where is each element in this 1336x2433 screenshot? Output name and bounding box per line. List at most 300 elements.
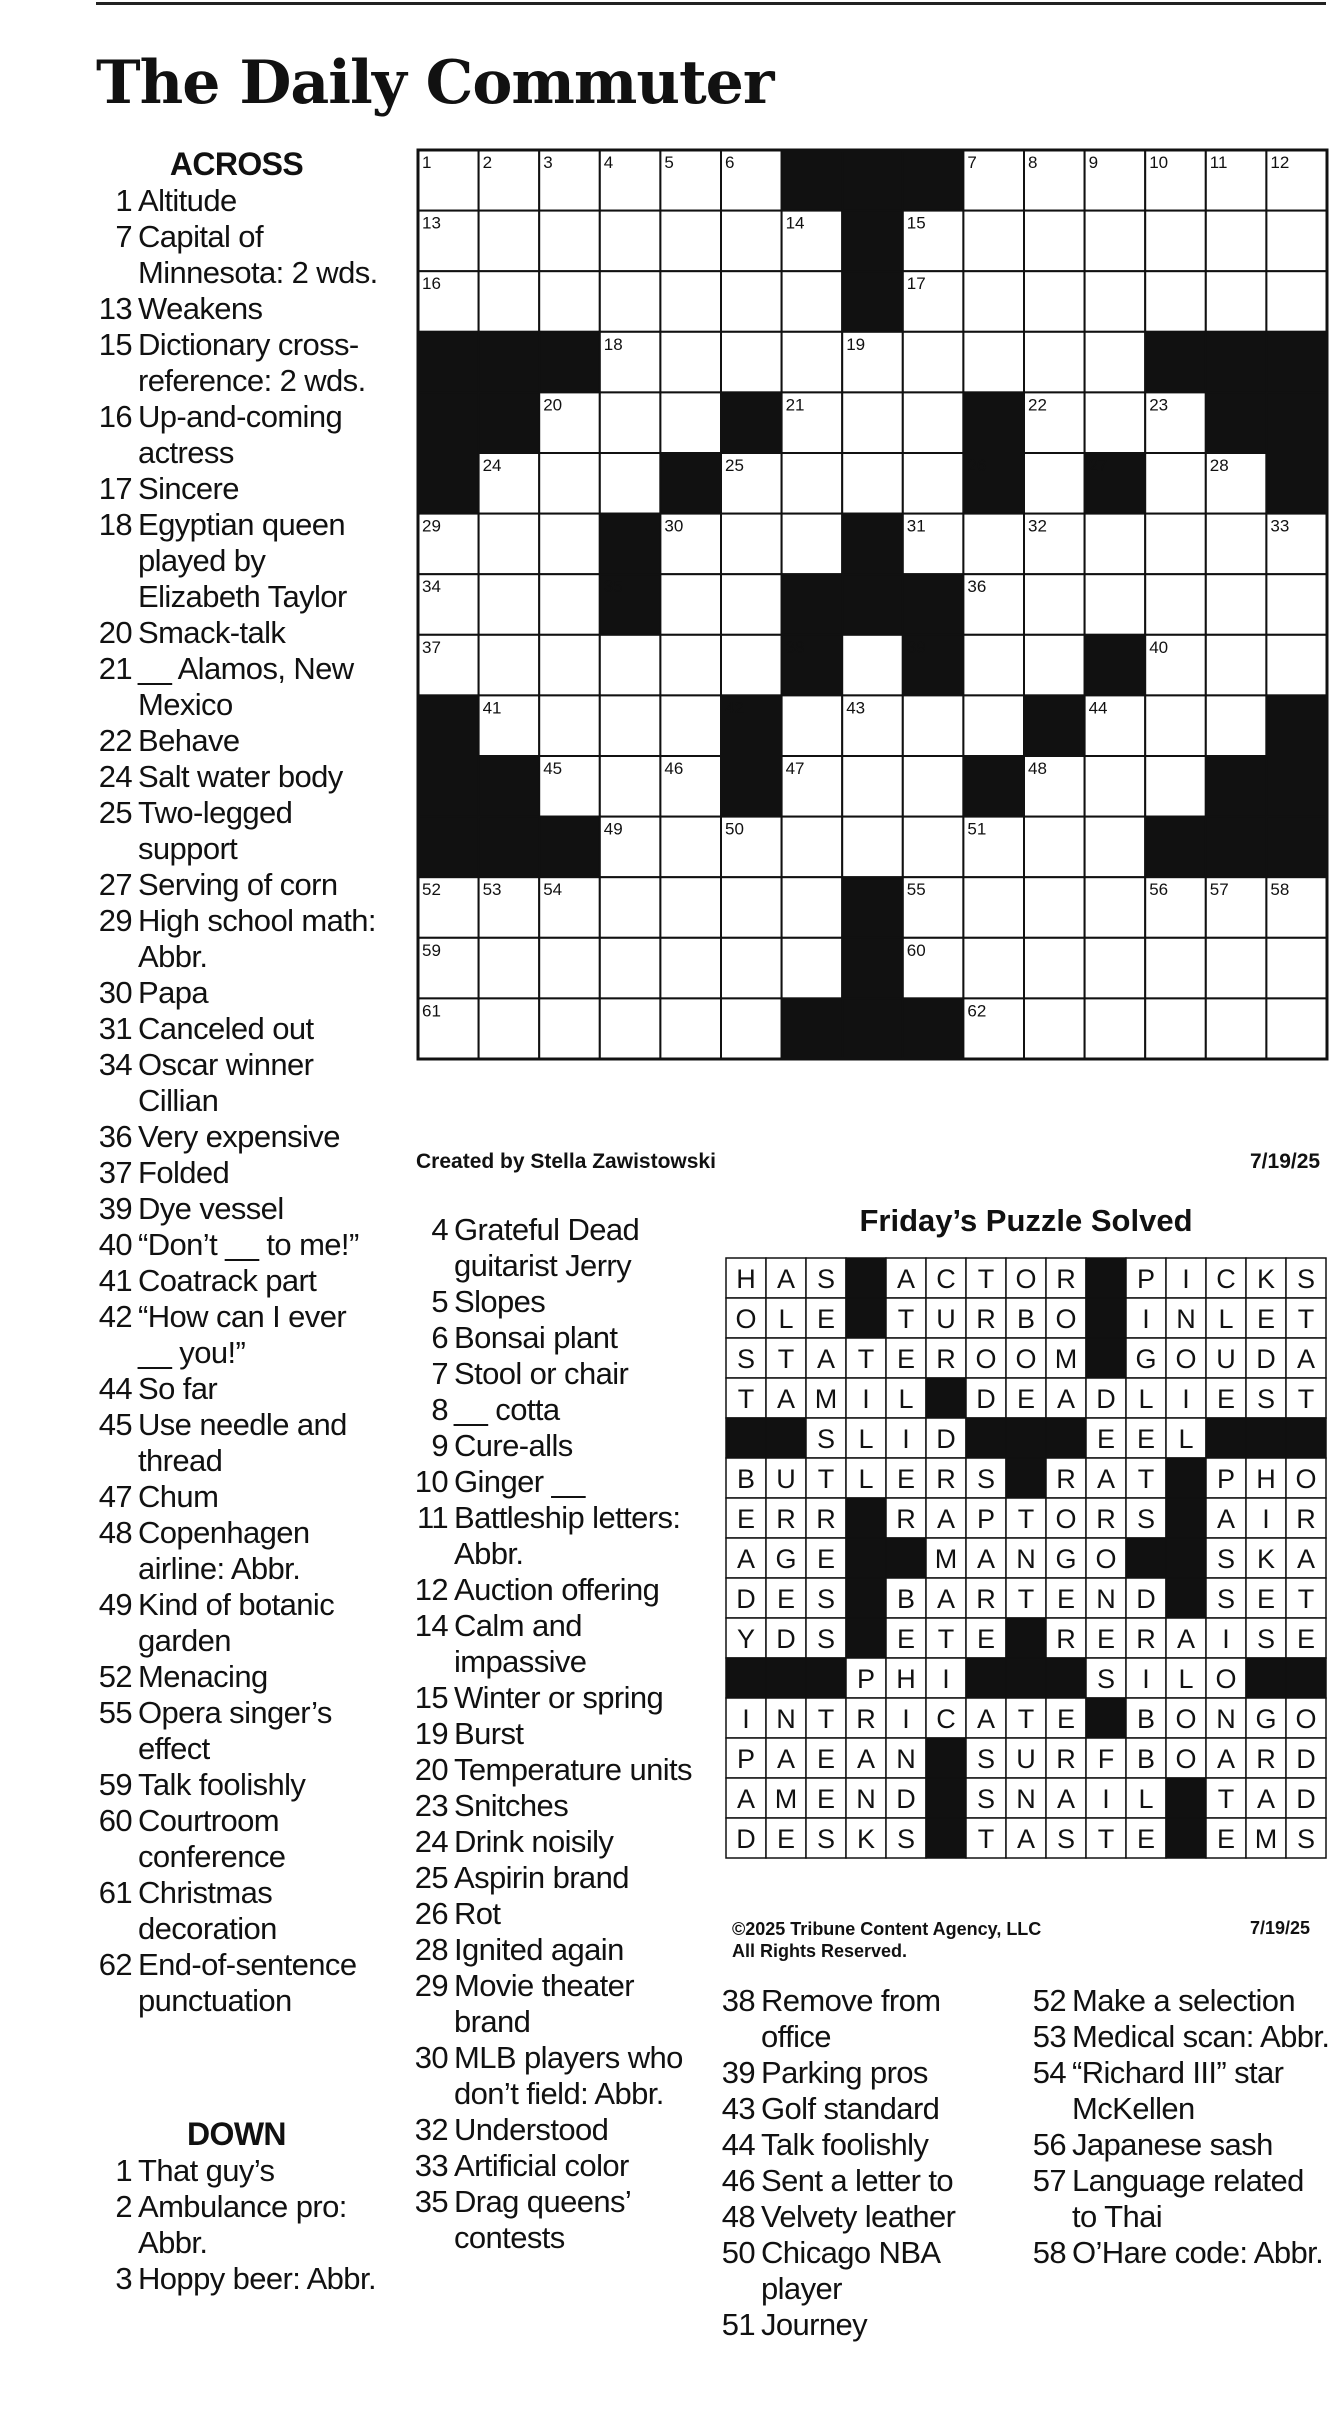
cell-number: 27 — [1088, 456, 1108, 475]
solution-block — [966, 1418, 1006, 1458]
clue-number: 7 — [115, 219, 132, 254]
across-clues — [94, 145, 379, 2019]
grid-cell[interactable] — [782, 453, 843, 514]
grid-block — [1206, 756, 1267, 817]
cell-number: 13 — [422, 213, 441, 233]
clue-text: Drag queens’ contests — [454, 2184, 631, 2255]
solution-letter: A — [856, 1744, 876, 1774]
grid-cell[interactable] — [1145, 695, 1206, 756]
solution-letter: R — [1296, 1504, 1316, 1534]
clue-text: Make a selection — [1072, 1983, 1296, 2018]
solution-letter: T — [737, 1384, 755, 1414]
grid-cell[interactable] — [660, 574, 721, 635]
grid-cell[interactable] — [903, 332, 964, 393]
grid-cell[interactable] — [600, 756, 661, 817]
grid-cell[interactable] — [842, 392, 903, 453]
grid-block — [903, 574, 964, 635]
solution-letter: N — [776, 1704, 796, 1734]
grid-cell[interactable] — [1085, 332, 1146, 393]
solution-block — [1046, 1658, 1086, 1698]
solution-letter: A — [776, 1744, 796, 1774]
clue-text: Rot — [454, 1896, 501, 1931]
clue-number: 57 — [1032, 2163, 1066, 2198]
solution-letter: S — [1096, 1664, 1116, 1694]
grid-cell[interactable] — [1145, 453, 1206, 514]
grid-cell[interactable] — [1024, 635, 1085, 696]
cell-number: 42 — [725, 698, 744, 718]
grid-cell[interactable] — [600, 998, 661, 1059]
crossword-grid-svg[interactable] — [416, 148, 1329, 1061]
solution-block — [806, 1658, 846, 1698]
grid-cell[interactable] — [1206, 211, 1267, 272]
clue-item — [94, 1047, 379, 1119]
grid-cell[interactable] — [1145, 756, 1206, 817]
clue-text: Aspirin brand — [454, 1860, 629, 1895]
cell-number: 61 — [422, 1001, 441, 1021]
solution-date: 7/19/25 — [1250, 1918, 1311, 1938]
solution-letter: S — [816, 1584, 836, 1614]
solution-letter: R — [1096, 1504, 1116, 1534]
clue-number: 9 — [431, 1428, 448, 1463]
solution-letter: I — [1142, 1304, 1150, 1334]
clue-number: 52 — [98, 1659, 132, 1694]
solution-letter: F — [1097, 1744, 1115, 1774]
clue-item — [409, 1320, 709, 1356]
grid-cell[interactable] — [539, 998, 600, 1059]
grid-block — [539, 332, 600, 393]
clue-number: 38 — [721, 1983, 755, 2018]
grid-cell[interactable] — [721, 574, 782, 635]
grid-cell[interactable] — [600, 938, 661, 999]
solution-letter: A — [896, 1264, 916, 1294]
solution-letter: E — [1056, 1704, 1076, 1734]
clue-item — [94, 1767, 379, 1803]
grid-cell[interactable] — [660, 695, 721, 756]
grid-cell[interactable] — [660, 938, 721, 999]
solution-letter: K — [1256, 1264, 1276, 1294]
grid-cell[interactable] — [721, 514, 782, 575]
clue-text: Velvety leather — [761, 2199, 956, 2234]
grid-cell[interactable] — [479, 574, 540, 635]
grid-cell[interactable] — [660, 392, 721, 453]
grid-block — [842, 998, 903, 1059]
clue-number: 60 — [98, 1803, 132, 1838]
clue-item — [94, 507, 379, 615]
solution-letter: A — [1096, 1464, 1116, 1494]
grid-cell[interactable] — [1085, 938, 1146, 999]
grid-cell[interactable] — [660, 635, 721, 696]
clue-text: Movie theater brand — [454, 1968, 635, 2039]
grid-cell[interactable] — [963, 211, 1024, 272]
grid-block — [842, 938, 903, 999]
grid-cell[interactable] — [782, 695, 843, 756]
grid-cell[interactable] — [963, 938, 1024, 999]
solution-letter: A — [1256, 1784, 1276, 1814]
grid-cell[interactable] — [842, 756, 903, 817]
clue-item — [94, 1407, 379, 1479]
cell-number: 56 — [1149, 880, 1169, 900]
grid-cell[interactable] — [660, 817, 721, 878]
grid-cell[interactable] — [842, 453, 903, 514]
grid-cell[interactable] — [660, 998, 721, 1059]
grid-block — [1085, 635, 1146, 696]
solution-letter: S — [976, 1744, 996, 1774]
grid-cell[interactable] — [479, 938, 540, 999]
clue-number: 42 — [98, 1299, 132, 1334]
cell-number: 44 — [1088, 698, 1108, 718]
clue-number: 47 — [98, 1479, 132, 1514]
solution-letter: S — [816, 1624, 836, 1654]
grid-cell[interactable] — [1085, 817, 1146, 878]
clue-number: 5 — [431, 1284, 448, 1319]
grid-cell[interactable] — [1085, 211, 1146, 272]
solution-block — [1006, 1658, 1046, 1698]
grid-cell[interactable] — [1085, 574, 1146, 635]
cell-number: 15 — [906, 213, 926, 233]
grid-cell[interactable] — [963, 635, 1024, 696]
clue-item — [716, 2055, 1016, 2091]
solution-letter: O — [1055, 1304, 1077, 1334]
grid-cell[interactable] — [539, 574, 600, 635]
solution-letter: A — [976, 1704, 996, 1734]
grid-cell[interactable] — [1206, 998, 1267, 1059]
grid-block — [963, 756, 1024, 817]
grid-cell[interactable] — [782, 877, 843, 938]
solution-letter: E — [976, 1624, 996, 1654]
grid-cell[interactable] — [1145, 514, 1206, 575]
solution-letter: I — [862, 1384, 870, 1414]
solution-grid — [724, 1256, 1328, 1865]
grid-cell[interactable] — [721, 635, 782, 696]
clue-item — [716, 2307, 1016, 2343]
across-heading: ACROSS — [169, 146, 304, 182]
grid-cell[interactable] — [1266, 938, 1327, 999]
clue-number: 12 — [414, 1572, 448, 1607]
solution-letter: E — [816, 1784, 836, 1814]
clue-number: 23 — [414, 1788, 448, 1823]
clue-number: 13 — [98, 291, 132, 326]
grid-block — [903, 998, 964, 1059]
grid-cell[interactable] — [1206, 574, 1267, 635]
grid-cell[interactable] — [600, 211, 661, 272]
cell-number: 62 — [967, 1001, 987, 1021]
clue-text: Kind of botanic garden — [138, 1587, 335, 1658]
clue-item — [409, 1680, 709, 1716]
cell-number: 58 — [1270, 880, 1290, 900]
solution-block — [726, 1418, 766, 1458]
grid-cell[interactable] — [1145, 998, 1206, 1059]
grid-cell[interactable] — [539, 695, 600, 756]
clue-number: 56 — [1032, 2127, 1066, 2162]
grid-cell[interactable] — [660, 877, 721, 938]
solution-letter: S — [1256, 1624, 1276, 1654]
grid-cell[interactable] — [600, 453, 661, 514]
clue-text: So far — [138, 1371, 218, 1406]
down-clues-left — [94, 2115, 379, 2297]
solution-letter: D — [1096, 1384, 1116, 1414]
solution-letter: E — [896, 1344, 916, 1374]
clue-item — [716, 1983, 1016, 2055]
grid-cell[interactable] — [1145, 211, 1206, 272]
grid-cell[interactable] — [1024, 877, 1085, 938]
solution-letter: A — [1296, 1544, 1316, 1574]
grid-block — [479, 392, 540, 453]
solution-letter: T — [1217, 1784, 1235, 1814]
clue-text: Artificial color — [454, 2148, 629, 2183]
grid-cell[interactable] — [721, 271, 782, 332]
grid-cell[interactable] — [1085, 392, 1146, 453]
cell-number: 10 — [1149, 153, 1169, 172]
grid-cell[interactable] — [721, 938, 782, 999]
grid-cell[interactable] — [479, 211, 540, 272]
solution-letter: T — [937, 1624, 955, 1654]
grid-cell[interactable] — [842, 635, 903, 696]
solution-letter: O — [735, 1304, 757, 1334]
grid-block — [479, 817, 540, 878]
grid-cell[interactable] — [782, 817, 843, 878]
grid-cell[interactable] — [1085, 998, 1146, 1059]
solution-block — [1006, 1458, 1046, 1498]
grid-cell[interactable] — [903, 817, 964, 878]
clue-text: Sent a letter to — [761, 2163, 954, 2198]
solution-letter: E — [776, 1824, 796, 1854]
solution-letter: L — [1178, 1664, 1194, 1694]
cell-number: 1 — [422, 153, 432, 172]
cell-number: 3 — [543, 153, 553, 172]
solution-letter: O — [1175, 1744, 1197, 1774]
solution-letter: E — [1216, 1824, 1236, 1854]
solution-letter: M — [1054, 1344, 1078, 1374]
solution-letter: R — [976, 1584, 996, 1614]
clue-number: 15 — [414, 1680, 448, 1715]
grid-cell[interactable] — [1145, 574, 1206, 635]
grid-cell[interactable] — [1266, 635, 1327, 696]
grid-cell[interactable] — [1024, 453, 1085, 514]
clue-text: Burst — [454, 1716, 524, 1751]
solution-letter: T — [1017, 1504, 1035, 1534]
solution-letter: A — [776, 1264, 796, 1294]
solution-letter: R — [776, 1504, 796, 1534]
clue-text: Bonsai plant — [454, 1320, 618, 1355]
grid-cell[interactable] — [539, 271, 600, 332]
grid-cell[interactable] — [721, 998, 782, 1059]
grid-cell[interactable] — [1085, 877, 1146, 938]
grid-cell[interactable] — [1024, 332, 1085, 393]
grid-cell[interactable] — [539, 938, 600, 999]
grid-cell[interactable] — [903, 695, 964, 756]
cell-number: 4 — [603, 153, 614, 172]
grid-cell[interactable] — [1024, 998, 1085, 1059]
grid-cell[interactable] — [539, 635, 600, 696]
cell-number: 41 — [482, 698, 502, 718]
cell-number: 14 — [785, 213, 805, 233]
solution-letter: E — [1056, 1584, 1076, 1614]
clue-text: O’Hare code: Abbr. — [1072, 2235, 1324, 2270]
grid-cell[interactable] — [1206, 938, 1267, 999]
grid-cell[interactable] — [660, 271, 721, 332]
clue-number: 31 — [98, 1011, 132, 1046]
cell-number: 22 — [1028, 395, 1047, 415]
solution-letter: I — [942, 1664, 950, 1694]
clue-item — [94, 1479, 379, 1515]
grid-cell[interactable] — [1024, 574, 1085, 635]
grid-cell[interactable] — [963, 514, 1024, 575]
solution-block — [1006, 1418, 1046, 1458]
cell-number: 29 — [422, 516, 441, 536]
clue-text: MLB players who don’t field: Abbr. — [454, 2040, 683, 2111]
grid-cell[interactable] — [1085, 271, 1146, 332]
grid-cell[interactable] — [1024, 817, 1085, 878]
grid-cell[interactable] — [903, 453, 964, 514]
grid-cell[interactable] — [782, 332, 843, 393]
grid-cell[interactable] — [600, 271, 661, 332]
solution-letter: E — [816, 1304, 836, 1334]
solution-letter: P — [736, 1744, 756, 1774]
grid-cell[interactable] — [721, 877, 782, 938]
clue-item — [94, 795, 379, 867]
clue-item — [409, 1356, 709, 1392]
solution-letter: E — [896, 1624, 916, 1654]
grid-cell[interactable] — [721, 332, 782, 393]
grid-block — [842, 877, 903, 938]
cell-number: 32 — [1028, 516, 1047, 536]
grid-cell[interactable] — [963, 695, 1024, 756]
clue-number: 48 — [721, 2199, 755, 2234]
clue-number: 37 — [98, 1155, 132, 1190]
solution-letter: L — [778, 1304, 794, 1334]
solution-letter: R — [936, 1464, 956, 1494]
grid-cell[interactable] — [660, 211, 721, 272]
clue-number: 55 — [98, 1695, 132, 1730]
solution-letter: O — [1095, 1544, 1117, 1574]
clue-number: 7 — [431, 1356, 448, 1391]
clue-number: 48 — [98, 1515, 132, 1550]
grid-cell[interactable] — [600, 877, 661, 938]
clue-item — [409, 1392, 709, 1428]
grid-cell[interactable] — [1266, 574, 1327, 635]
solution-letter: I — [1102, 1784, 1110, 1814]
grid-cell[interactable] — [963, 877, 1024, 938]
clue-item — [94, 723, 379, 759]
clue-item — [409, 1464, 709, 1500]
cell-number: 35 — [603, 577, 623, 597]
grid-cell[interactable] — [963, 332, 1024, 393]
grid-cell[interactable] — [782, 938, 843, 999]
grid-cell[interactable] — [903, 756, 964, 817]
grid-cell[interactable] — [660, 332, 721, 393]
grid-cell[interactable] — [1206, 635, 1267, 696]
clue-text: “Richard III” star McKellen — [1072, 2055, 1284, 2126]
solution-letter: A — [1056, 1784, 1076, 1814]
grid-cell[interactable] — [782, 271, 843, 332]
grid-cell[interactable] — [842, 817, 903, 878]
grid-cell[interactable] — [479, 514, 540, 575]
grid-cell[interactable] — [600, 392, 661, 453]
grid-cell[interactable] — [479, 998, 540, 1059]
clue-number: 2 — [115, 2189, 132, 2224]
grid-cell[interactable] — [479, 635, 540, 696]
grid-cell[interactable] — [963, 271, 1024, 332]
grid-cell[interactable] — [479, 271, 540, 332]
solution-letter: I — [1262, 1504, 1270, 1534]
grid-cell[interactable] — [1085, 756, 1146, 817]
grid-block — [1266, 392, 1327, 453]
solution-letter: T — [857, 1344, 875, 1374]
solution-letter: E — [1216, 1384, 1236, 1414]
solution-letter: T — [897, 1304, 915, 1334]
grid-cell[interactable] — [600, 635, 661, 696]
grid-cell[interactable] — [1206, 514, 1267, 575]
clue-number: 41 — [98, 1263, 132, 1298]
solution-letter: A — [1216, 1504, 1236, 1534]
clue-text: Coatrack part — [138, 1263, 317, 1298]
clue-text: Copenhagen airline: Abbr. — [138, 1515, 310, 1586]
grid-cell[interactable] — [1206, 695, 1267, 756]
cell-number: 60 — [906, 940, 926, 960]
clue-text: Menacing — [138, 1659, 268, 1694]
grid-cell[interactable] — [1024, 271, 1085, 332]
grid-cell[interactable] — [1266, 998, 1327, 1059]
clue-number: 54 — [1032, 2055, 1066, 2090]
clue-number: 51 — [721, 2307, 755, 2342]
grid-cell[interactable] — [782, 514, 843, 575]
clue-text: Medical scan: Abbr. — [1072, 2019, 1330, 2054]
solution-letter: I — [1182, 1384, 1190, 1414]
grid-cell[interactable] — [721, 211, 782, 272]
clue-number: 32 — [414, 2112, 448, 2147]
solution-letter: E — [736, 1504, 756, 1534]
clue-item — [716, 2199, 1016, 2235]
clue-number: 59 — [98, 1767, 132, 1802]
grid-cell[interactable] — [1266, 211, 1327, 272]
clue-number: 16 — [98, 399, 132, 434]
grid-block — [963, 392, 1024, 453]
grid-cell[interactable] — [539, 453, 600, 514]
grid-cell[interactable] — [1024, 211, 1085, 272]
solution-letter: B — [736, 1464, 756, 1494]
clue-text: Drink noisily — [454, 1824, 614, 1859]
cell-number: 51 — [967, 819, 987, 839]
clue-number: 30 — [98, 975, 132, 1010]
clue-text: Up-and-coming actress — [138, 399, 343, 470]
cell-number: 18 — [603, 334, 623, 354]
clue-number: 24 — [414, 1824, 448, 1859]
grid-cell[interactable] — [1145, 938, 1206, 999]
clue-item — [94, 2189, 379, 2261]
clue-number: 29 — [98, 903, 132, 938]
grid-cell[interactable] — [903, 392, 964, 453]
grid-block — [721, 392, 782, 453]
clue-number: 6 — [431, 1320, 448, 1355]
solution-letter: O — [1015, 1264, 1037, 1294]
grid-cell[interactable] — [1266, 271, 1327, 332]
grid-block — [418, 695, 479, 756]
clue-item — [94, 1371, 379, 1407]
cell-number: 8 — [1028, 153, 1038, 172]
solution-letter: U — [1016, 1744, 1036, 1774]
grid-cell[interactable] — [539, 514, 600, 575]
solution-letter: C — [936, 1264, 956, 1294]
grid-cell[interactable] — [600, 695, 661, 756]
solution-letter: O — [1295, 1704, 1317, 1734]
grid-cell[interactable] — [1206, 271, 1267, 332]
crossword-grid[interactable] — [416, 148, 1329, 1066]
grid-cell[interactable] — [1024, 938, 1085, 999]
solution-letter: I — [1222, 1624, 1230, 1654]
grid-cell[interactable] — [1145, 271, 1206, 332]
grid-cell[interactable] — [539, 211, 600, 272]
grid-cell[interactable] — [1085, 514, 1146, 575]
